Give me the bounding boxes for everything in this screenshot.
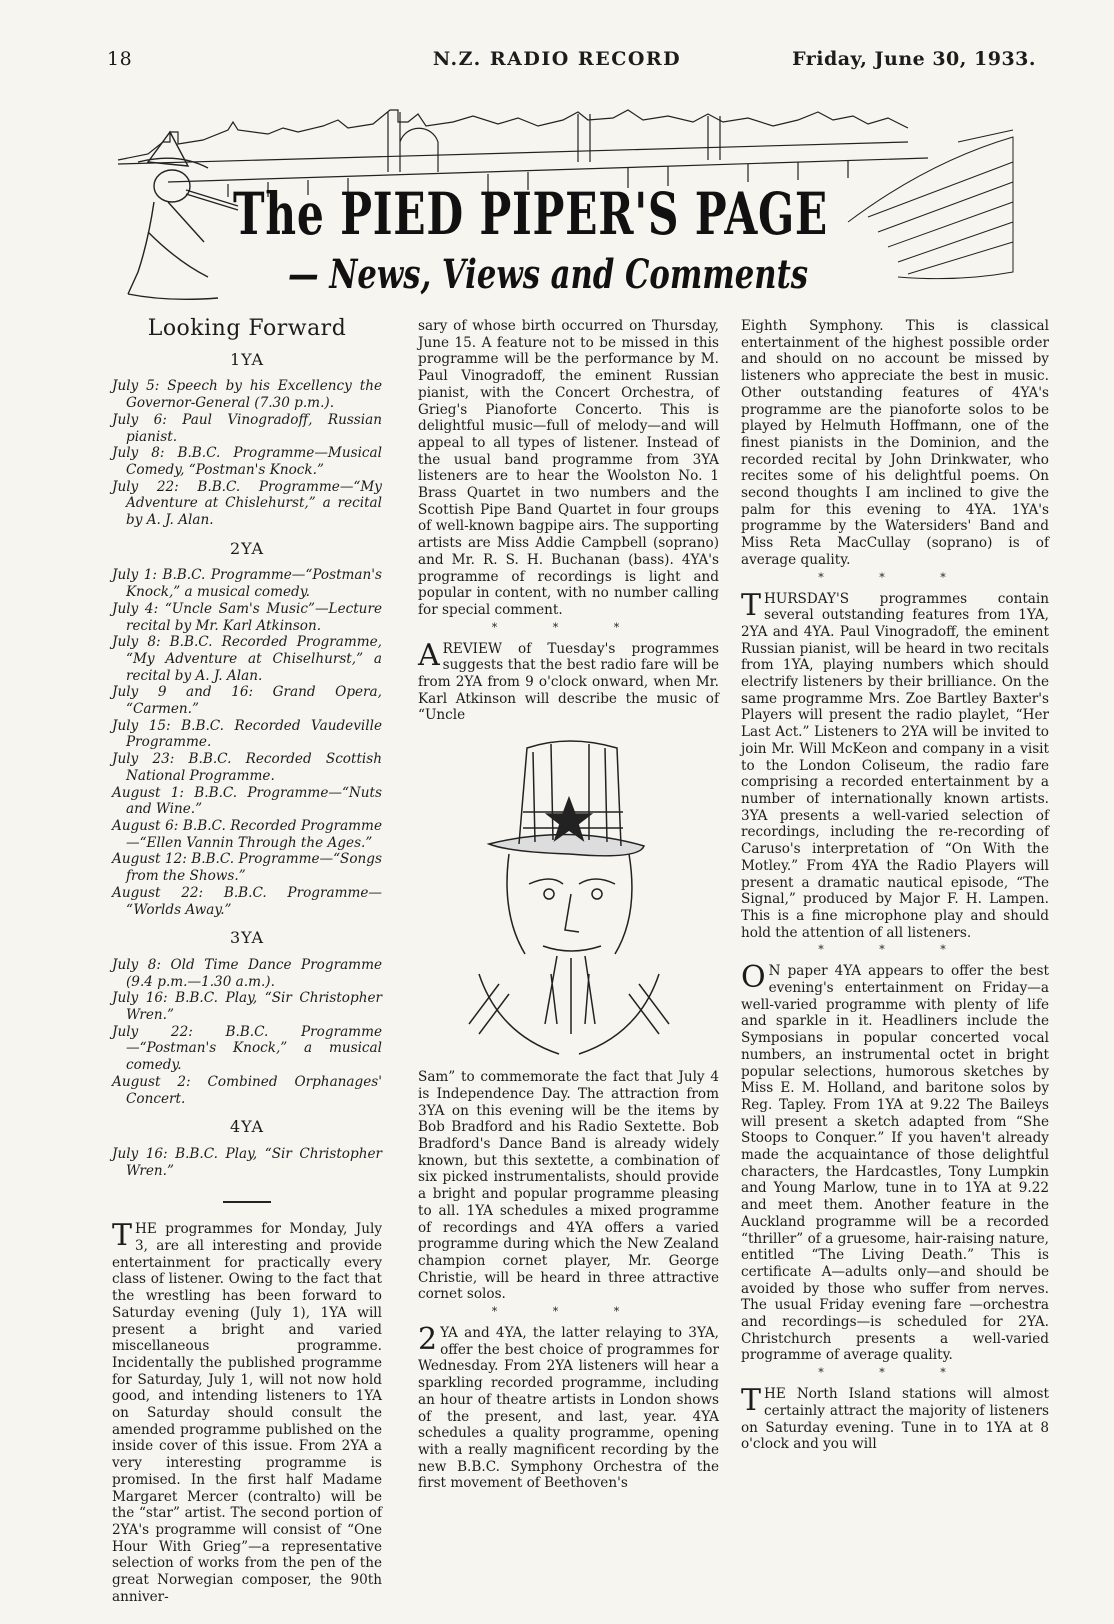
- issue-date: Friday, June 30, 1933.: [792, 48, 1036, 70]
- column-1: [112, 318, 382, 1606]
- column-2: [418, 318, 719, 1492]
- schedule-entry: August 2: Combined Orphanages' Concert.: [112, 1073, 382, 1107]
- schedule-entry: July 8: Old Time Dance Programme (9.4 p.m.—1.30 a.m.).: [112, 956, 382, 990]
- tuesday-paragraph: [418, 637, 719, 725]
- station-heading: 2YA: [229, 538, 265, 558]
- wednesday-paragraph: [418, 1322, 719, 1492]
- schedule-entry: July 8: B.B.C. Programme—Musical Comedy, “Postman's Knock.”: [112, 445, 382, 478]
- schedule-entry: July 1: B.B.C. Programme—“Postman's Knock,” a musical comedy.: [112, 567, 382, 601]
- schedule-entry: July 22: B.B.C. Programme—“My Adventure at Chislehurst,” a recital by A. J. Alan.: [112, 478, 382, 529]
- thursday-text: HURSDAY'S programmes contain several outstanding features from 1YA, 2YA and 4YA. Paul Vinogradoff, the eminent Russian pianist, will be heard in two recitals from 1YA, playing numbers which should electrify listeners by their brilliance. On the same programme Mrs. Zoe Bartley Baxter's Players will present the radio playlet, “Her Last Act.” Listeners to 2YA will be invited to join Mr. Will McKeon and company in a visit to the London Coliseum, the radio fare comprising a recorded entertainment by a number of internationally known artists. 3YA presents a well-varied selection of recordings, including the re-recording of Caruso's interpretation of “On With the Motley.” From 4YA the Radio Players will present a dramatic nautical episode, “The Signal,” produced by Major F. H. Lampen. This is a fine microphone play and should hold the attention of all listeners.: [741, 590, 1049, 941]
- monday-continued: sary of whose birth occurred on Thursday, June 15. A feature not to be missed in this programme will be the performance by M. Paul Vinogradoff, the eminent Russian pianist, with the Concert Orchestra, of Grieg's Pianoforte Concerto. This is delightful music—full of melody—and will appeal to all types of listener. Instead of the usual band programme from 3YA listeners are to hear the Woolston No. 1 Brass Quartet in two numbers and the Scottish Pipe Band Quartet in four groups of well-known bagpipe airs. The supporting artists are Miss Addie Campbell (soprano) and Mr. R. S. H. Buchanan (bass). 4YA's programme of recordings is light and popular in content, with no number calling for special comment.: [418, 318, 719, 618]
- friday-paragraph: [741, 960, 1049, 1364]
- pied-piper-illustration: [128, 132, 238, 299]
- schedule-entry: July 23: B.B.C. Recorded Scottish National Programme.: [112, 751, 382, 784]
- wednesday-text: YA and 4YA, the latter relaying to 3YA, offer the best choice of programmes for Wednesday. From 2YA listeners will hear a sparkling recorded programme, including an hour of theatre artists in London shows of the present, and last, year. 4YA schedules a quality programme, opening with a really magnificent recording by the new B.B.C. Symphony Orchestra of the first movement of Beethoven's: [418, 1325, 719, 1492]
- schedule-entry: July 6: Paul Vinogradoff, Russian pianist.: [112, 411, 382, 445]
- wednesday-continued: Eighth Symphony. This is classical entertainment of the highest possible order and should on no account be missed by listeners who appreciate the best in music. Other outstanding features of 4YA's programme are the pianoforte solos to be played by Helmuth Hoffmann, one of the finest pianists in the Dominion, and the recorded recital by John Drinkwater, who recites some of his delightful poems. On second thoughts I am inclined to give the palm for this evening to 4YA. 1YA's programme by the Watersiders' Band and Miss Reta MacCullay (soprano) is of average quality.: [741, 318, 1049, 568]
- schedule-entry: August 22: B.B.C. Programme— “Worlds Away.”: [112, 884, 382, 918]
- section-stars: * * *: [818, 1366, 972, 1380]
- station-heading: 3YA: [229, 928, 265, 948]
- drop-cap: O: [741, 960, 766, 996]
- schedule-entry: July 22: B.B.C. Programme—“Postman's Knock,” a musical comedy.: [112, 1023, 382, 1074]
- banner-subtitle: — News, Views and Comments: [288, 251, 808, 298]
- page-number: 18: [107, 48, 133, 70]
- section-stars: * * *: [491, 1305, 646, 1319]
- page-banner: [108, 102, 1028, 314]
- section-stars: * * *: [818, 943, 972, 957]
- section-divider: [223, 1201, 271, 1203]
- monday-text: HE programmes for Monday, July 3, are all interesting and provide entertainment for practically every class of listener. Owing to the fact that the wrestling has been forward to Saturday evening (July 1), 1YA will present a bright and varied miscellaneous programme. Incidentally the published programme for Saturday, July 1, will not now hold good, and intending listeners to 1YA on Saturday should consult the amended programme published on the inside cover of this issue. From 2YA a very interesting programme is promised. In the first half Madame Margaret Mercer (contralto) will be the “star” artist. The second portion of 2YA's programme will consist of “One Hour With Grieg”—a representative selection of works from the pen of the great Norwegian composer, the 90th anniver-: [112, 1221, 382, 1605]
- tuesday-continued: Sam” to commemorate the fact that July 4 is Independence Day. The attraction from 3YA on this evening will be the items by Bob Bradford and his Radio Sextette. Bob Bradford's Dance Band is already widely known, but this sextette, a combination of six picked instrumentalists, should provide a bright and popular programme pleasing to all. 1YA schedules a mixed programme of recordings and 4YA offers a varied programme during which the New Zealand champion cornet player, Mr. George Christie, will be heard in three attractive cornet solos.: [418, 1069, 719, 1303]
- uncle-sam-illustration: [439, 734, 699, 1059]
- schedule-entry: July 15: B.B.C. Recorded Vaudeville Programme.: [112, 717, 382, 751]
- column-3: [741, 318, 1049, 1453]
- station-heading: 4YA: [229, 1117, 265, 1137]
- section-stars: * * *: [818, 570, 972, 584]
- tuesday-text: REVIEW of Tuesday's programmes suggests that the best radio fare will be from 2YA from 9 o'clock onward, when Mr. Karl Atkinson will describe the music of “Uncle: [418, 640, 719, 724]
- saturday-paragraph: [741, 1383, 1049, 1453]
- schedule-entry: July 16: B.B.C. Play, “Sir Christopher Wren.”: [112, 990, 382, 1024]
- schedule-entry: July 4: “Uncle Sam's Music”—Lecture recital by Mr. Karl Atkinson.: [112, 600, 382, 634]
- banner-title: The PIED PIPER'S PAGE: [233, 180, 828, 248]
- drop-cap: A: [418, 637, 440, 673]
- schedule-entry: August 1: B.B.C. Programme—“Nuts and Wine.”: [112, 784, 382, 818]
- monday-paragraph: [112, 1218, 382, 1605]
- schedule-entry: July 5: Speech by his Excellency the Governor-General (7.30 p.m.).: [112, 378, 382, 412]
- friday-text: N paper 4YA appears to offer the best evening's entertainment on Friday—a well-varied programme with plenty of life and sparkle in it. Headliners include the Symposians in popular concerted vocal numbers, an instrumental octet in bright popular selections, humorous sketches by Miss E. M. Holland, and baritone solos by Reg. Tapley. From 1YA at 9.22 The Baileys will present a sketch adapted from “She Stoops to Conquer.” If you haven't already made the acquaintance of those delightful characters, the Hardcastles, Tony Lumpkin and Young Marlow, tune in to 1YA at 9.22 and meet them. Another feature in the Auckland programme will be a recorded “thriller” of a gruesome, hair-raising nature, entitled “The Living Death.” This is certificate A—adults only—and should be avoided by those who suffer from nerves. The usual Friday evening fare —orchestra and recordings—is scheduled for 2YA. Christchurch presents a well-varied programme of average quality.: [741, 963, 1049, 1364]
- schedule-entry: July 8: B.B.C. Recorded Programme, “My Adventure at Chiselhurst,” a recital by A. J. Alan.: [112, 634, 382, 684]
- saturday-text: HE North Island stations will almost certainly attract the majority of listeners on Saturday evening. Tune in to 1YA at 8 o'clock and you will: [741, 1386, 1049, 1453]
- schedule-entry: August 6: B.B.C. Recorded Programme —“Ellen Vannin Through the Ages.”: [112, 817, 382, 851]
- station-heading: 1YA: [229, 349, 265, 369]
- drop-cap: T: [741, 1383, 762, 1419]
- schedule-entry: July 16: B.B.C. Play, “Sir Christopher Wren.”: [112, 1145, 382, 1179]
- drop-cap: T: [112, 1218, 133, 1254]
- schedule-entry: August 12: B.B.C. Programme—“Songs from the Shows.”: [112, 851, 382, 885]
- schedule-entry: July 9 and 16: Grand Opera, “Carmen.”: [112, 684, 382, 718]
- drop-cap: 2: [418, 1322, 438, 1358]
- looking-forward-title: Looking Forward: [147, 316, 347, 341]
- publication-title: N.Z. RADIO RECORD: [432, 48, 682, 70]
- section-stars: * * *: [491, 620, 646, 634]
- thursday-paragraph: [741, 587, 1049, 942]
- hillside-hatching: [848, 130, 1013, 279]
- drop-cap: T: [741, 587, 762, 623]
